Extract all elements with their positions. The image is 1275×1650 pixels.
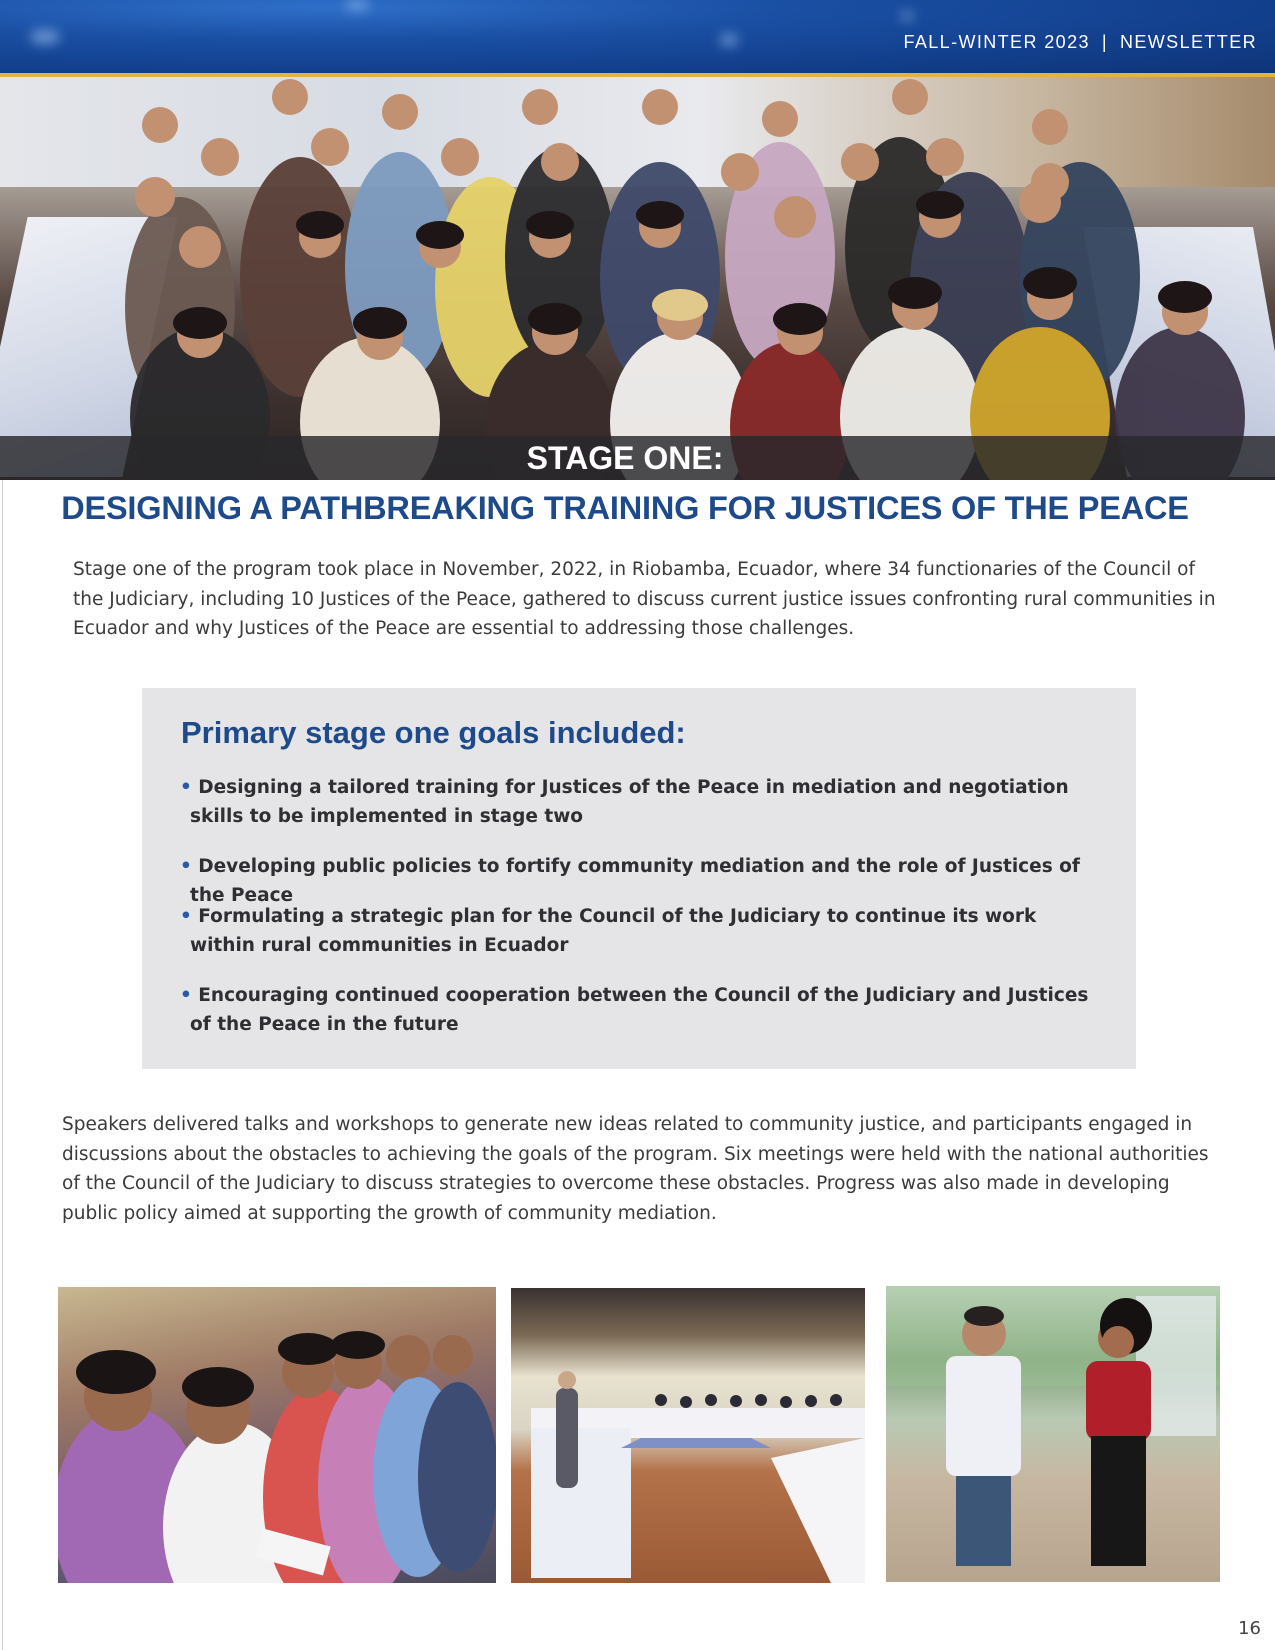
issue-date: FALL-WINTER 2023 <box>903 32 1090 52</box>
goal-text: Developing public policies to fortify community mediation and the role of Justices of the Peace <box>190 856 1080 906</box>
bullet-icon: • <box>180 777 192 798</box>
header-sparkle <box>900 12 914 20</box>
header-issue-line <box>903 32 1257 53</box>
header-sparkle <box>345 0 369 10</box>
publication-name: NEWSLETTER <box>1119 32 1257 52</box>
bullet-icon: • <box>180 985 192 1006</box>
seated-participants-figures <box>58 1287 496 1583</box>
newsletter-header-band <box>0 0 1275 73</box>
group-photo-figures <box>0 77 1275 480</box>
meeting-room-photo <box>511 1288 865 1583</box>
header-separator: | <box>1101 32 1108 52</box>
body-paragraph: Speakers delivered talks and workshops to generate new ideas related to community justice, and participants engaged in discussions about the obstacles to achieving the goals of the program. Six meetings were held with the national authorities of the Council of the Judiciary to discuss strategies to overcome these obstacles. Progress was also made in developing public policy aimed at supporting the growth of community mediation. <box>62 1114 1209 1224</box>
two-speakers-photo <box>886 1286 1220 1582</box>
bullet-icon: • <box>180 856 192 877</box>
intro-paragraph: Stage one of the program took place in November, 2022, in Riobamba, Ecuador, where 34 functionaries of the Council of the Judiciary, including 10 Justices of the Peace, gathered to discuss current justice issues confronting rural communities in Ecuador and why Justices of the Peace are essential to addressing those challenges. <box>73 559 1216 639</box>
bullet-icon: • <box>180 906 192 927</box>
goals-callout-box <box>142 688 1136 1069</box>
two-speakers-scene <box>886 1286 1220 1582</box>
goal-text: Designing a tailored training for Justices of the Peace in mediation and negotiation skills to be implemented in stage two <box>190 777 1069 827</box>
goal-text: Encouraging continued cooperation between the Council of the Judiciary and Justices of the Peace in the future <box>190 985 1089 1035</box>
goal-text: Formulating a strategic plan for the Council of the Judiciary to continue its work within rural communities in Ecuador <box>190 906 1037 956</box>
goal-item <box>180 981 1100 1039</box>
hero-group-photo <box>0 77 1275 480</box>
meeting-room-scene <box>511 1288 865 1583</box>
goal-item <box>180 902 1100 960</box>
stage-label: STAGE ONE: <box>526 440 724 476</box>
header-sparkle <box>30 30 60 44</box>
seated-participants-photo <box>58 1287 496 1583</box>
page-number: 16 <box>1238 1618 1261 1639</box>
goal-item <box>180 773 1100 831</box>
header-sparkle <box>720 34 738 46</box>
article-title: DESIGNING A PATHBREAKING TRAINING FOR JUSTICES OF THE PEACE <box>61 490 1189 526</box>
goals-heading: Primary stage one goals included: <box>181 715 686 750</box>
